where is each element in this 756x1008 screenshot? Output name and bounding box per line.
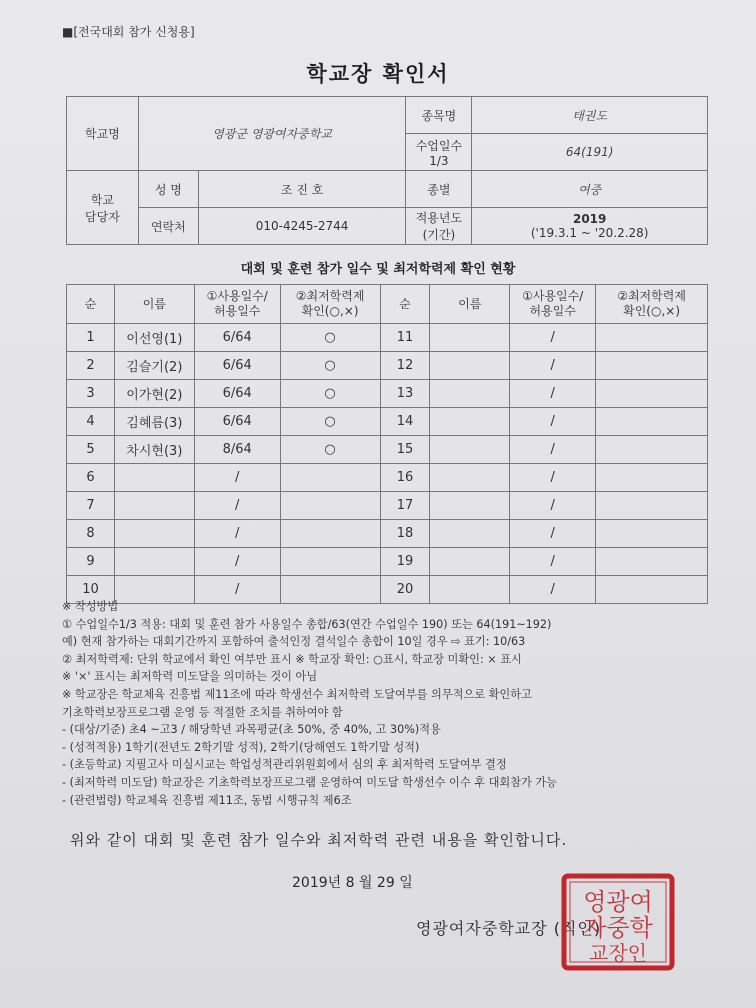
page-title: 학교장 확인서 <box>306 62 450 86</box>
row-number: 4 <box>67 408 115 436</box>
instruction-line: ※ '×' 표시는 최저학력 미도달을 의미하는 것이 아님 <box>62 670 318 684</box>
days-used: 6/64 <box>194 352 280 380</box>
instruction-line: - (관련법령) 학교체육 진흥법 제11조, 동법 시행규칙 제6조 <box>62 793 352 807</box>
student-name-right <box>430 464 510 492</box>
days-label: 수업일수 1/3 <box>406 134 472 171</box>
row-number-right: 16 <box>380 464 430 492</box>
table-row <box>67 520 708 548</box>
student-name <box>114 464 194 492</box>
student-name: 이가현(2) <box>114 380 194 408</box>
student-name <box>114 492 194 520</box>
table-row <box>67 436 708 464</box>
row-number-right: 17 <box>380 492 430 520</box>
min-achievement-check-right <box>596 380 708 408</box>
row-number-right: 12 <box>380 352 430 380</box>
school-label: 학교명 <box>67 97 139 171</box>
header-check: ②최저학력제 확인(○,×) <box>280 285 380 324</box>
row-number: 5 <box>67 436 115 464</box>
row-number: 8 <box>67 520 115 548</box>
student-name-right <box>430 548 510 576</box>
days-used: 8/64 <box>194 436 280 464</box>
days-used-right: / <box>510 548 596 576</box>
row-number-right: 20 <box>380 576 430 604</box>
header-days: ①사용일수/ 허용일수 <box>194 285 280 324</box>
table-header-row <box>67 285 708 324</box>
row-number: 2 <box>67 352 115 380</box>
min-achievement-check: ○ <box>280 324 380 352</box>
row-number-right: 18 <box>380 520 430 548</box>
min-achievement-check <box>280 548 380 576</box>
row-number: 1 <box>67 324 115 352</box>
min-achievement-check-right <box>596 324 708 352</box>
min-achievement-check-right <box>596 352 708 380</box>
student-name-right <box>430 436 510 464</box>
days-used: / <box>194 464 280 492</box>
days-used-right: / <box>510 408 596 436</box>
min-achievement-check: ○ <box>280 436 380 464</box>
instruction-line: ※ 학교장은 학교체육 진흥법 제11조에 따라 학생선수 최저학력 도달여부를 의무적으로 확인하고 <box>62 687 532 701</box>
row-number-right: 19 <box>380 548 430 576</box>
row-number: 3 <box>67 380 115 408</box>
table-row <box>67 492 708 520</box>
table-row <box>67 464 708 492</box>
min-achievement-check-right <box>596 520 708 548</box>
writing-instructions <box>62 598 732 809</box>
row-number: 6 <box>67 464 115 492</box>
name-label: 성 명 <box>138 171 198 208</box>
days-used: 6/64 <box>194 324 280 352</box>
school-value: 영광군 영광여자중학교 <box>138 97 406 171</box>
instruction-line: 기초학력보장프로그램 운영 등 적절한 조치를 취하여야 함 <box>62 705 343 719</box>
min-achievement-check: ○ <box>280 380 380 408</box>
days-used: 6/64 <box>194 408 280 436</box>
header-name-right: 이름 <box>430 285 510 324</box>
min-achievement-check-right <box>596 548 708 576</box>
header-check-right: ②최저학력제 확인(○,×) <box>596 285 708 324</box>
min-achievement-check-right <box>596 408 708 436</box>
row-number: 9 <box>67 548 115 576</box>
student-name-right <box>430 324 510 352</box>
header-no-right: 순 <box>380 285 430 324</box>
days-used-right: / <box>510 352 596 380</box>
student-name-right <box>430 408 510 436</box>
svg-text:교장인: 교장인 <box>589 941 647 965</box>
instruction-line: - (초등학교) 지필고사 미실시교는 학업성적관리위원회에서 심의 후 최저학력 도달여부 결정 <box>62 758 507 772</box>
svg-text:영광여: 영광여 <box>583 888 653 916</box>
min-achievement-check <box>280 520 380 548</box>
manager-label: 학교 담당자 <box>67 171 139 245</box>
document-category: ■[전국대회 참가 신청용] <box>62 25 195 39</box>
instruction-line: ② 최저학력제: 단위 학교에서 확인 여부만 표시 ※ 학교장 확인: ○표시, 학교장 미확인: × 표시 <box>62 652 522 666</box>
contact-label: 연락처 <box>138 208 198 245</box>
instruction-line: - (성적적용) 1학기(전년도 2학기말 성적), 2학기(당해연도 1학기말 성적) <box>62 740 420 754</box>
min-achievement-check <box>280 492 380 520</box>
row-number: 7 <box>67 492 115 520</box>
days-used-right: / <box>510 576 596 604</box>
days-used: / <box>194 548 280 576</box>
days-used-right: / <box>510 380 596 408</box>
event-label: 종목명 <box>406 97 472 134</box>
table-row <box>67 408 708 436</box>
min-achievement-check-right <box>596 436 708 464</box>
min-achievement-check-right <box>596 464 708 492</box>
gender-value: 여중 <box>472 171 708 208</box>
student-name-right <box>430 492 510 520</box>
days-value: 64(191) <box>472 134 708 171</box>
participation-table <box>66 284 708 604</box>
header-days-right: ①사용일수/ 허용일수 <box>510 285 596 324</box>
year-value: 2019 ('19.3.1 ~ '20.2.28) <box>472 208 708 245</box>
row-number-right: 14 <box>380 408 430 436</box>
table-row <box>67 352 708 380</box>
min-achievement-check <box>280 464 380 492</box>
student-name: 이선영(1) <box>114 324 194 352</box>
days-used-right: / <box>510 464 596 492</box>
student-name <box>114 548 194 576</box>
days-used-right: / <box>510 436 596 464</box>
contact-value: 010-4245-2744 <box>198 208 406 245</box>
days-used-right: / <box>510 492 596 520</box>
days-used: / <box>194 576 280 604</box>
days-used: / <box>194 520 280 548</box>
svg-text:자중학: 자중학 <box>583 914 653 942</box>
section-title: 대회 및 훈련 참가 일수 및 최저학력제 확인 현황 <box>240 262 516 277</box>
table-row <box>67 548 708 576</box>
student-name: 김혜름(3) <box>114 408 194 436</box>
year-label: 적용년도 (기간) <box>406 208 472 245</box>
min-achievement-check: ○ <box>280 408 380 436</box>
table-row <box>67 380 708 408</box>
min-achievement-check-right <box>596 492 708 520</box>
table-row <box>67 324 708 352</box>
official-seal-stamp <box>558 870 678 974</box>
days-used: 6/64 <box>194 380 280 408</box>
student-name <box>114 520 194 548</box>
name-value: 조 진 호 <box>198 171 406 208</box>
student-name: 김슬기(2) <box>114 352 194 380</box>
min-achievement-check: ○ <box>280 352 380 380</box>
instruction-line: 예) 현재 참가하는 대회기간까지 포함하여 출석인정 결석일수 총합이 10일 경우 ⇨ 표기: 10/63 <box>62 635 526 649</box>
row-number-right: 15 <box>380 436 430 464</box>
days-used-right: / <box>510 324 596 352</box>
row-number: 10 <box>67 576 115 604</box>
issue-date: 2019년 8 월 29 일 <box>292 875 413 891</box>
school-info-table <box>66 96 708 245</box>
gender-label: 종별 <box>406 171 472 208</box>
instruction-line: ※ 작성방법 <box>62 600 119 613</box>
row-number-right: 13 <box>380 380 430 408</box>
student-name: 차시현(3) <box>114 436 194 464</box>
header-no: 순 <box>67 285 115 324</box>
student-name-right <box>430 352 510 380</box>
instruction-line: - (최저학력 미도달) 학교장은 기초학력보장프로그램 운영하여 미도달 학생선수 이수 후 대회참가 가능 <box>62 775 557 789</box>
instruction-line: - (대상/기준) 초4 ~고3 / 해당학년 과목평균(초 50%, 중 40%, 고 30%)적용 <box>62 723 441 737</box>
student-name-right <box>430 380 510 408</box>
event-value: 태권도 <box>472 97 708 134</box>
confirmation-statement: 위와 같이 대회 및 훈련 참가 일수와 최저학력 관련 내용을 확인합니다. <box>70 831 568 849</box>
header-name: 이름 <box>114 285 194 324</box>
days-used-right: / <box>510 520 596 548</box>
instruction-line: ① 수업일수1/3 적용: 대회 및 훈련 참가 사용일수 총합/63(연간 수업일수 190) 또는 64(191~192) <box>62 617 552 631</box>
days-used: / <box>194 492 280 520</box>
student-name-right <box>430 520 510 548</box>
principal-signature: 영광여자중학교장 (직인) <box>416 919 602 938</box>
row-number-right: 11 <box>380 324 430 352</box>
